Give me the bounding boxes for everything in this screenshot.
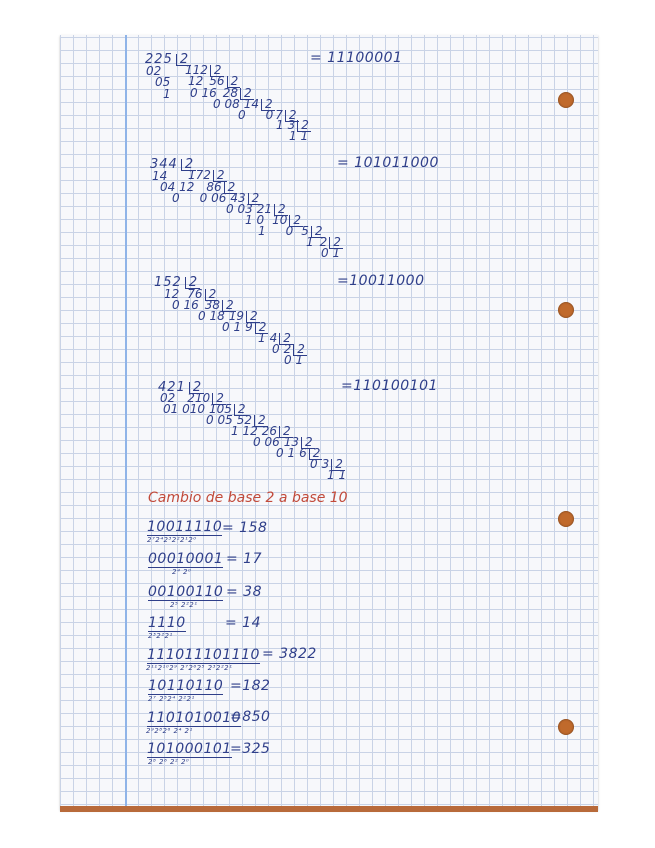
decimal-result: =850 bbox=[230, 709, 271, 725]
binary-result: = 11100001 bbox=[310, 50, 403, 66]
binary-result: =10011000 bbox=[337, 273, 425, 289]
binary-number: 111011101110 bbox=[147, 647, 260, 663]
quotient: 04 12 86 2 bbox=[160, 180, 236, 194]
quotient: 0 1 9 2 bbox=[222, 320, 267, 334]
binary-number: 00010001 bbox=[148, 551, 224, 567]
quotient: 0 05 52 2 bbox=[206, 413, 266, 427]
binary-number: 1110 bbox=[148, 615, 186, 631]
binary-number: 10011110 bbox=[147, 519, 223, 535]
quotient: 0 18 19 2 bbox=[198, 309, 258, 323]
quotient: 0 08 14 2 bbox=[213, 97, 273, 111]
binary-number: 101000101 bbox=[147, 741, 232, 757]
decimal-result: = 14 bbox=[225, 615, 261, 631]
page-bottom-edge bbox=[60, 806, 598, 812]
powers-of-two: 2⁴ 2⁰ bbox=[172, 568, 192, 576]
binary-number: 1101010010 bbox=[147, 710, 242, 726]
quotient: 12 76 2 bbox=[164, 287, 217, 301]
section-heading: Cambio de base 2 a base 10 bbox=[148, 490, 348, 506]
punch-hole-2 bbox=[558, 302, 574, 318]
quotient: 0 3 2 bbox=[310, 457, 343, 471]
quotient: 0 2 2 bbox=[272, 342, 305, 356]
decimal-result: = 38 bbox=[226, 584, 262, 600]
quotient: 1 2 2 bbox=[306, 235, 341, 249]
margin-line bbox=[125, 35, 127, 810]
binary-number: 00100110 bbox=[148, 584, 224, 600]
powers-of-two: 2⁵ 2²2¹ bbox=[170, 601, 198, 609]
decimal-result: =182 bbox=[230, 678, 271, 694]
punch-hole-1 bbox=[558, 92, 574, 108]
quotient: 0 16 38 2 bbox=[172, 298, 234, 312]
remainder: 05 bbox=[155, 75, 171, 89]
quotient: 112 2 bbox=[185, 63, 222, 77]
last-bits: 0 1 bbox=[321, 246, 341, 260]
binary-number: 10110110 bbox=[148, 678, 224, 694]
dividend: 344 2 bbox=[150, 157, 195, 172]
last-bits: 1 1 bbox=[327, 468, 347, 482]
dividend: 152 2 bbox=[154, 275, 199, 290]
quotient: 172 2 bbox=[188, 168, 225, 182]
remainder: 02 bbox=[146, 64, 162, 78]
decimal-result: =325 bbox=[230, 741, 271, 757]
last-bits: 0 1 bbox=[284, 353, 304, 367]
quotient: 01 010 105 2 bbox=[163, 402, 246, 416]
quotient: 0 16 28 2 bbox=[190, 86, 252, 100]
quotient: 0 06 13 2 bbox=[253, 435, 313, 449]
notebook-page bbox=[60, 35, 598, 810]
quotient: 1 0 10 2 bbox=[245, 213, 302, 227]
quotient: 1 4 2 bbox=[258, 331, 291, 345]
powers-of-two: 2¹¹2¹⁰2⁹ 2⁷2⁶2⁵ 2³2²2¹ bbox=[146, 664, 233, 672]
quotient: 0 1 6 2 bbox=[276, 446, 321, 460]
dividend: 421 2 bbox=[158, 380, 203, 395]
quotient: 1 12 26 2 bbox=[231, 424, 291, 438]
binary-result: = 101011000 bbox=[337, 155, 439, 171]
punch-hole-4 bbox=[558, 719, 574, 735]
quotient: 1 0 5 2 bbox=[258, 224, 323, 238]
quotient: 1 3 2 bbox=[276, 118, 309, 132]
decimal-result: = 158 bbox=[222, 520, 268, 536]
quotient: 02 210 2 bbox=[160, 391, 224, 405]
decimal-result: = 17 bbox=[226, 551, 262, 567]
dividend: 225 2 bbox=[145, 52, 190, 67]
quotient: 0 03 21 2 bbox=[226, 202, 286, 216]
powers-of-two: 2⁸ 2⁶ 2² 2⁰ bbox=[148, 758, 190, 766]
powers-of-two: 2³2²2¹ bbox=[148, 632, 173, 640]
powers-of-two: 2⁹2⁸2⁶ 2⁴ 2¹ bbox=[146, 727, 193, 735]
binary-result: =110100101 bbox=[341, 378, 438, 394]
powers-of-two: 2⁷ 2⁵2⁴ 2²2¹ bbox=[148, 695, 195, 703]
quotient: 12 56 2 bbox=[188, 74, 239, 88]
remainder: 1 bbox=[163, 87, 171, 101]
remainder: 14 bbox=[152, 169, 168, 183]
quotient: 0 0 06 43 2 bbox=[172, 191, 260, 205]
powers-of-two: 2⁷2⁴2³2²2¹2⁰ bbox=[147, 536, 197, 544]
quotient: 0 0 7 2 bbox=[238, 108, 297, 122]
last-bits: 1 1 bbox=[289, 129, 309, 143]
decimal-result: = 3822 bbox=[262, 646, 317, 662]
punch-hole-3 bbox=[558, 511, 574, 527]
